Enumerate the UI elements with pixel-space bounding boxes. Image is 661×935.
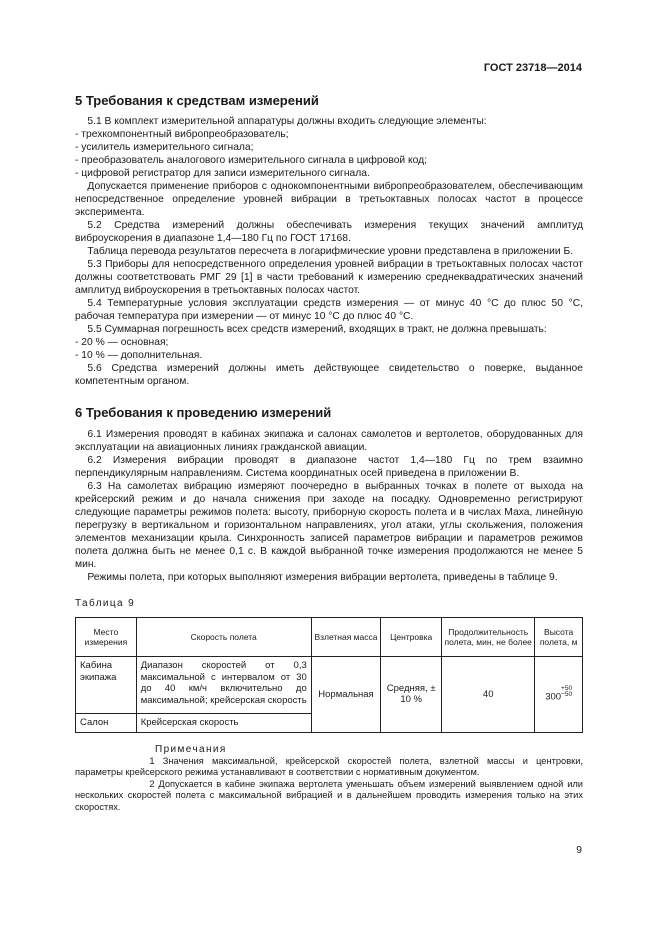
paragraph: 6.3 На самолетах вибрацию измеряют поочередно в выбранных точках в полете от выхода на крейсерский режим и до начала снижения при заходе на посадку. Одновременно регистрируют следующие параметры режимов полета: высоту, приборную скорость полета и в числах Маха, линейную перегрузку в вертикальном и горизонтальном направлениях, угол атаки, углы скольжения, положения элементов механизации крыла. Синхронность записей параметров вибрации и параметров режимов полета должна быть не менее 0,1 с. В каждой выбранной точке измерения продолжаются не менее 5 мин.: [75, 481, 583, 570]
cell-mass: Нормальная: [311, 657, 380, 733]
header-altitude: Высота полета, м: [535, 618, 583, 657]
header-duration: Продолжительность полета, мин, не более: [442, 618, 535, 657]
altitude-tolerance: [561, 686, 572, 699]
document-code: ГОСТ 23718—2014: [483, 62, 582, 74]
page-content: [75, 90, 583, 813]
table-9: [75, 617, 583, 733]
paragraph: 6.2 Измерения вибрации проводят в диапазоне частот 1,4—180 Гц по трем взаимно перпендикулярным направлениям. Система координатных осей приведена в приложении В.: [75, 455, 583, 479]
cell-centering: Средняя, ± 10 %: [381, 657, 442, 733]
table-caption: Таблица 9: [75, 598, 136, 609]
table-header-row: [76, 618, 583, 657]
paragraph: Режимы полета, при которых выполняют измерения вибрации вертолета, приведены в таблице 9.: [87, 572, 558, 583]
cell-place: Салон: [76, 714, 137, 733]
altitude-minus: −50: [561, 691, 573, 699]
section-5-title: 5 Требования к средствам измерений: [75, 93, 319, 108]
header-mass: Взлетная масса: [311, 618, 380, 657]
list-item: - трехкомпонентный вибропреобразователь;: [75, 129, 289, 140]
paragraph: 5.1 В комплект измерительной аппаратуры должны входить следующие элементы:: [87, 116, 487, 127]
list-item: - цифровой регистратор для записи измерительного сигнала.: [75, 168, 370, 179]
list-item: - 10 % — дополнительная.: [75, 350, 203, 361]
table-row: [76, 657, 583, 714]
paragraph: 6.1 Измерения проводят в кабинах экипажа и салонах самолетов и вертолетов, оборудованных для эксплуатации на авиационных линиях гражданской авиации.: [75, 429, 583, 453]
cell-speed: Диапазон скоростей от 0,3 максимальной с интервалом от 30 до 40 км/ч включительно до максимальной; крейсерская скорость: [136, 657, 311, 714]
list-item: - 20 % — основная;: [75, 337, 169, 348]
cell-speed: Крейсерская скорость: [136, 714, 311, 733]
notes-title: Примечания: [155, 743, 227, 755]
altitude-base: 300: [545, 691, 562, 703]
page-number: 9: [576, 845, 582, 856]
cell-duration: 40: [442, 657, 535, 733]
note-item: 2 Допускается в кабине экипажа вертолета уменьшать объем измерений выявлением одной или нескольких скоростей полета с максимальной вибрацией и в дальнейшем проводить измерения только на этих скоростях.: [75, 778, 583, 812]
paragraph: 5.5 Суммарная погрешность всех средств измерений, входящих в тракт, не должна превышать:: [87, 324, 547, 335]
section-6-title: 6 Требования к проведению измерений: [75, 405, 332, 420]
cell-place: Кабина экипажа: [76, 657, 137, 714]
header-place: Место измерения: [76, 618, 137, 657]
paragraph: 5.4 Температурные условия эксплуатации средств измерения — от минус 40 °С до плюс 50 °С, рабочая температура при измерении — от минус 10 °С до плюс 40 °С.: [75, 298, 583, 322]
header-centering: Центровка: [381, 618, 442, 657]
cell-altitude: [535, 657, 583, 733]
paragraph: 5.3 Приборы для непосредственного определения уровней вибрации в третьоктавных полосах частот должны соответствовать РМГ 29 [1] в части требований к измерению среднеквадратических значений амплитуд виброускорения в третьоктавных полосах частот.: [75, 259, 583, 296]
list-item: - усилитель измерительного сигнала;: [75, 142, 254, 153]
note-item: 1 Значения максимальной, крейсерской скоростей полета, взлетной массы и центровки, параметры крейсерского режима устанавливают в соответствии с нормативным документом.: [75, 755, 583, 777]
header-speed: Скорость полета: [136, 618, 311, 657]
altitude-plus: +50: [561, 684, 573, 692]
paragraph: 5.6 Средства измерений должны иметь действующее свидетельство о поверке, выданное компетентным органом.: [75, 363, 583, 387]
paragraph: Таблица перевода результатов пересчета в логарифмические уровни представлена в приложении Б.: [87, 246, 574, 257]
list-item: - преобразователь аналогового измерительного сигнала в цифровой код;: [75, 155, 428, 166]
paragraph: Допускается применение приборов с однокомпонентными вибропреобразователем, обеспечивающим непосредственное определение уровней вибрации в третьоктавных полосах частот в процессе эксперимента.: [75, 181, 583, 218]
paragraph: 5.2 Средства измерений должны обеспечивать измерения текущих значений амплитуд виброускорения в диапазоне 1,4—180 Гц по ГОСТ 17168.: [75, 220, 583, 244]
